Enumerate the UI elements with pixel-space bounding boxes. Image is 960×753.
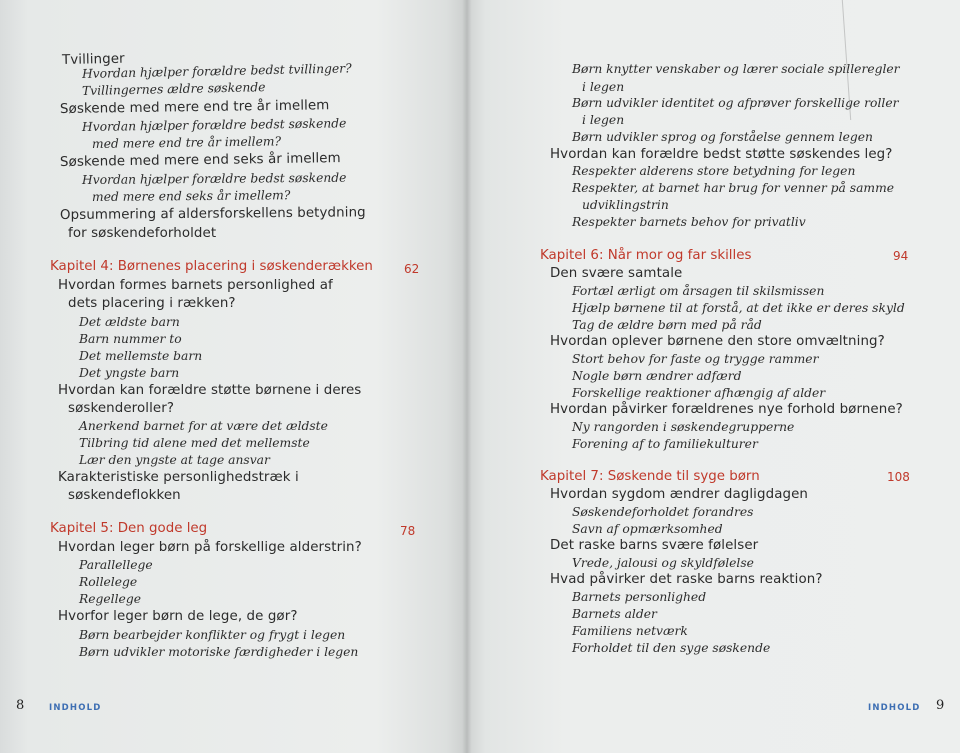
toc-subentry: Anerkend barnet for at være det ældste bbox=[79, 419, 328, 433]
toc-subentry: Hvordan hjælper forældre bedst søskende bbox=[81, 170, 347, 187]
toc-subentry: Respekter alderens store betydning for legen bbox=[572, 164, 856, 178]
chapter-4-title: Kapitel 4: Børnenes placering i søskenderækken bbox=[50, 259, 373, 274]
running-head: INDHOLD bbox=[49, 703, 102, 713]
toc-subentry: Tag de ældre børn med på råd bbox=[572, 318, 762, 332]
toc-subentry: Hvordan hjælper forældre bedst søskende bbox=[81, 116, 347, 134]
chapter-5-title: Kapitel 5: Den gode leg bbox=[50, 521, 208, 536]
toc-entry: Hvorfor leger børn de lege, de gør? bbox=[58, 609, 298, 624]
chapter-7-page: 108 bbox=[887, 470, 910, 484]
toc-entry: søskenderoller? bbox=[68, 401, 175, 416]
toc-subentry: Børn udvikler motoriske færdigheder i legen bbox=[79, 645, 359, 659]
toc-subentry: Stort behov for faste og trygge rammer bbox=[572, 352, 819, 366]
toc-subentry: Fortæl ærligt om årsagen til skilsmissen bbox=[572, 284, 825, 298]
toc-subentry: Nogle børn ændrer adfærd bbox=[572, 369, 742, 383]
page-number: 8 bbox=[16, 698, 25, 713]
toc-entry: Det raske barns svære følelser bbox=[550, 538, 759, 553]
toc-subentry: Respekter barnets behov for privatliv bbox=[572, 215, 806, 229]
toc-entry: Hvad påvirker det raske barns reaktion? bbox=[550, 572, 823, 587]
toc-subentry: Parallellege bbox=[79, 558, 153, 572]
toc-subentry: Ny rangorden i søskendegrupperne bbox=[572, 420, 795, 434]
toc-entry: Karakteristiske personlighedstræk i bbox=[58, 470, 299, 485]
toc-subentry: Børn udvikler sprog og forståelse gennem legen bbox=[572, 130, 873, 144]
toc-subentry: Barnets alder bbox=[572, 607, 657, 621]
toc-subentry: Barn nummer to bbox=[79, 332, 182, 346]
left-page bbox=[0, 0, 470, 753]
toc-subentry: med mere end tre år imellem? bbox=[91, 134, 282, 151]
page-number: 9 bbox=[936, 698, 945, 713]
chapter-6-title: Kapitel 6: Når mor og far skilles bbox=[540, 248, 752, 263]
toc-entry: Søskende med mere end tre år imellem bbox=[59, 98, 330, 117]
toc-entry: Hvordan sygdom ændrer dagligdagen bbox=[550, 487, 809, 502]
toc-subentry: Rollelege bbox=[79, 575, 138, 589]
toc-subentry: Familiens netværk bbox=[572, 624, 688, 638]
toc-subentry: Forholdet til den syge søskende bbox=[572, 641, 771, 655]
running-head: INDHOLD bbox=[868, 703, 921, 713]
right-page bbox=[466, 0, 960, 753]
toc-entry: Hvordan kan forældre støtte børnene i deres bbox=[58, 383, 362, 398]
chapter-6-page: 94 bbox=[893, 249, 909, 263]
toc-entry: Tvillinger bbox=[61, 51, 125, 68]
toc-subentry: Savn af opmærksomhed bbox=[572, 522, 723, 536]
toc-subentry: Det ældste barn bbox=[79, 315, 180, 329]
chapter-7-title: Kapitel 7: Søskende til syge børn bbox=[540, 469, 760, 484]
toc-entry: Søskende med mere end seks år imellem bbox=[59, 151, 341, 170]
toc-subentry: Hvordan hjælper forældre bedst tvillinger? bbox=[81, 61, 352, 81]
toc-subentry: Regellege bbox=[79, 592, 141, 606]
toc-subentry: Det mellemste barn bbox=[79, 349, 203, 363]
toc-subentry: Tvillingernes ældre søskende bbox=[81, 80, 266, 98]
toc-subentry: Vrede, jalousi og skyldfølelse bbox=[572, 556, 754, 570]
toc-subentry: udviklingstrin bbox=[582, 198, 669, 212]
toc-subentry: Respekter, at barnet har brug for venner på samme bbox=[572, 181, 895, 195]
toc-subentry: i legen bbox=[582, 80, 625, 94]
toc-subentry: Børn udvikler identitet og afprøver forskellige roller bbox=[572, 96, 899, 110]
book-gutter bbox=[462, 0, 472, 753]
toc-entry: for søskendeforholdet bbox=[68, 226, 217, 241]
toc-subentry: Tilbring tid alene med det mellemste bbox=[79, 436, 310, 450]
toc-subentry: Lær den yngste at tage ansvar bbox=[79, 453, 270, 467]
toc-entry: søskendeflokken bbox=[68, 488, 181, 503]
toc-subentry: Barnets personlighed bbox=[572, 590, 707, 604]
toc-entry: Hvordan kan forældre bedst støtte søskendes leg? bbox=[550, 147, 893, 162]
toc-subentry: Forening af to familiekulturer bbox=[572, 437, 758, 451]
chapter-4-page: 62 bbox=[404, 262, 420, 276]
toc-entry: Opsummering af aldersforskellens betydning bbox=[59, 205, 366, 223]
toc-subentry: Søskendeforholdet forandres bbox=[572, 505, 754, 519]
toc-entry: dets placering i rækken? bbox=[68, 296, 236, 311]
toc-entry: Hvordan påvirker forældrenes nye forhold børnene? bbox=[550, 402, 903, 417]
toc-entry: Hvordan oplever børnene den store omvæltning? bbox=[550, 334, 885, 349]
toc-entry: Hvordan formes barnets personlighed af bbox=[58, 278, 333, 293]
toc-entry: Hvordan leger børn på forskellige alderstrin? bbox=[58, 540, 362, 555]
toc-subentry: Børn knytter venskaber og lærer sociale spilleregler bbox=[572, 62, 900, 76]
toc-subentry: Det yngste barn bbox=[79, 366, 180, 380]
toc-subentry: Børn bearbejder konflikter og frygt i legen bbox=[79, 628, 346, 642]
toc-subentry: Forskellige reaktioner afhængig af alder bbox=[572, 386, 826, 400]
toc-subentry: Hjælp børnene til at forstå, at det ikke er deres skyld bbox=[572, 301, 905, 315]
chapter-5-page: 78 bbox=[400, 524, 416, 538]
toc-subentry: i legen bbox=[582, 113, 625, 127]
toc-subentry: med mere end seks år imellem? bbox=[91, 188, 291, 204]
toc-entry: Den svære samtale bbox=[550, 266, 683, 281]
